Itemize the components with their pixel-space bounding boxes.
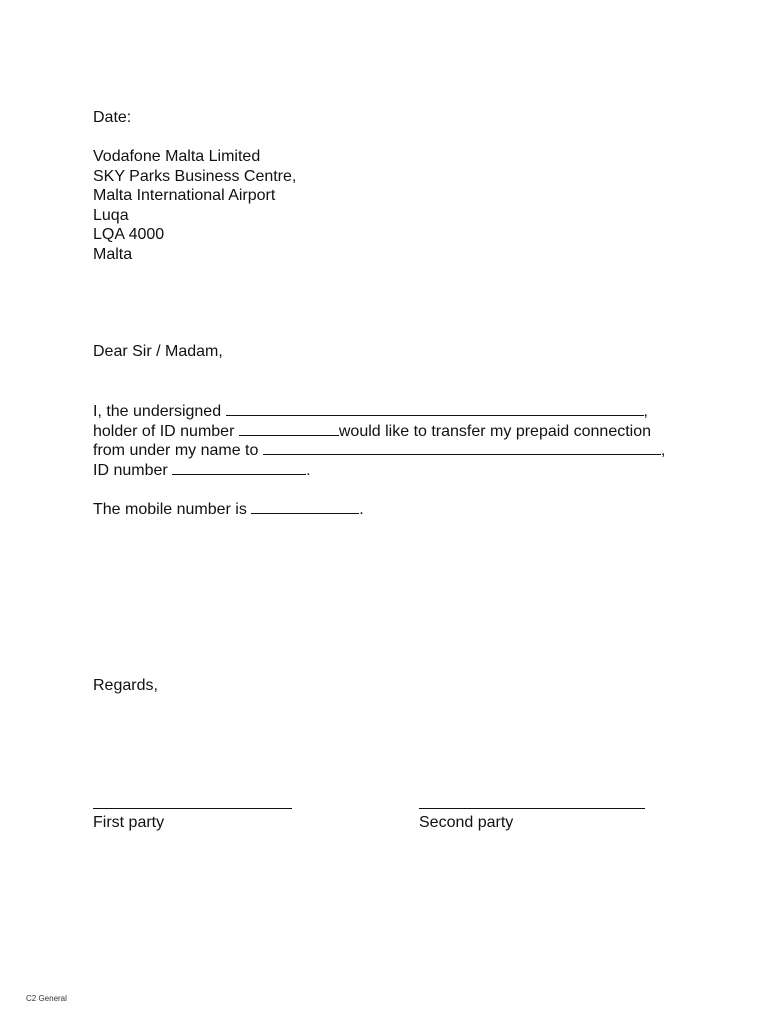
second-party-signature-line[interactable] xyxy=(419,808,645,809)
from-under-text: from under my name to xyxy=(93,442,259,459)
closing: Regards, xyxy=(93,677,158,694)
comma: , xyxy=(660,442,666,459)
mobile-number-text: The mobile number is xyxy=(93,501,247,518)
second-party-label: Second party xyxy=(419,814,514,831)
address-line-1: Vodafone Malta Limited xyxy=(93,148,261,165)
comma: , xyxy=(643,403,648,420)
holder-id-text: holder of ID number xyxy=(93,423,235,440)
id-number-blank[interactable] xyxy=(239,421,339,436)
date-label: Date: xyxy=(93,109,132,126)
mobile-number-blank[interactable] xyxy=(251,499,359,514)
classification-footer: C2 General xyxy=(26,994,67,1003)
period: . xyxy=(306,462,311,479)
body-line-4 xyxy=(93,460,311,481)
mobile-number-line xyxy=(93,499,364,520)
address-line-5: LQA 4000 xyxy=(93,226,165,243)
first-party-label: First party xyxy=(93,814,165,831)
transfer-text: would like to transfer my prepaid connection xyxy=(338,423,652,440)
body-line-2 xyxy=(93,421,651,442)
new-owner-id-blank[interactable] xyxy=(172,460,306,475)
undersigned-text: I, the undersigned xyxy=(93,403,222,420)
address-line-3: Malta International Airport xyxy=(93,187,276,204)
address-line-4: Luqa xyxy=(93,207,129,224)
address-line-2: SKY Parks Business Centre, xyxy=(93,168,297,185)
salutation: Dear Sir / Madam, xyxy=(93,343,223,360)
new-owner-blank[interactable] xyxy=(263,440,661,455)
id-number-text: ID number xyxy=(93,462,168,479)
address-line-6: Malta xyxy=(93,246,133,263)
body-line-1 xyxy=(93,401,648,422)
first-party-signature-line[interactable] xyxy=(93,808,292,809)
period: . xyxy=(359,501,364,518)
name-blank[interactable] xyxy=(226,401,644,416)
body-line-3 xyxy=(93,440,665,461)
